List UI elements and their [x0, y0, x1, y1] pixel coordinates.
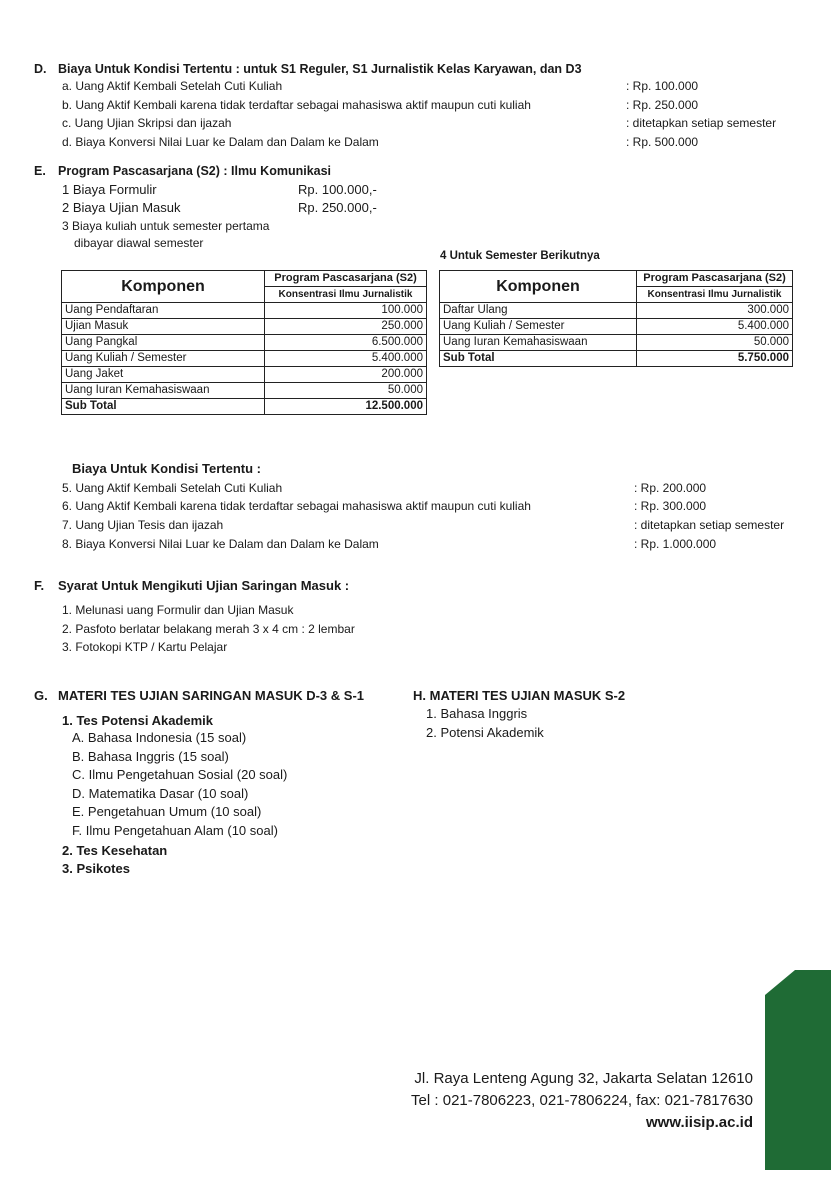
kondisi-title: Biaya Untuk Kondisi Tertentu :: [72, 461, 261, 476]
list-item: 3 Biaya kuliah untuk semester pertama: [62, 219, 270, 233]
table-row: [62, 335, 427, 351]
table-row: [440, 335, 793, 351]
table-cell: 5.400.000: [265, 351, 427, 367]
table-cell: Sub Total: [440, 351, 637, 367]
section-h-title: H. MATERI TES UJIAN MASUK S-2: [413, 688, 626, 703]
list-item: B. Bahasa Inggris (15 soal): [72, 749, 229, 764]
table-header: Konsentrasi Ilmu Jurnalistik: [265, 287, 427, 303]
section-e-title: Program Pascasarjana (S2) : Ilmu Komunikasi: [58, 164, 332, 178]
table-cell: Uang Kuliah / Semester: [440, 319, 637, 335]
table-cell: Uang Kuliah / Semester: [62, 351, 265, 367]
table-cell: 300.000: [637, 303, 793, 319]
section-f-letter: F.: [34, 578, 45, 593]
list-item: C. Ilmu Pengetahuan Sosial (20 soal): [72, 767, 288, 782]
section-f-title: Syarat Untuk Mengikuti Ujian Saringan Masuk :: [58, 578, 350, 593]
table-cell: Ujian Masuk: [62, 319, 265, 335]
list-item-value: : Rp. 200.000: [634, 481, 707, 495]
table-cell: Sub Total: [62, 399, 265, 415]
table-row: [62, 351, 427, 367]
table-row: [62, 303, 427, 319]
table-header: Komponen: [440, 271, 637, 303]
list-item: d. Biaya Konversi Nilai Luar ke Dalam dan Dalam ke Dalam: [62, 135, 379, 149]
table-cell: 12.500.000: [265, 399, 427, 415]
footer-address: Jl. Raya Lenteng Agung 32, Jakarta Selatan 12610: [414, 1070, 753, 1087]
test-group-title: 3. Psikotes: [62, 861, 130, 876]
table-cell: Uang Iuran Kemahasiswaan: [440, 335, 637, 351]
test-group-title: 1. Tes Potensi Akademik: [62, 713, 214, 728]
list-item: 1. Melunasi uang Formulir dan Ujian Masuk: [62, 603, 294, 617]
table-cell: 200.000: [265, 367, 427, 383]
table-cell: 50.000: [637, 335, 793, 351]
list-item-value: : ditetapkan setiap semester: [634, 518, 785, 532]
table-cell: 250.000: [265, 319, 427, 335]
footer: [411, 1068, 753, 1134]
table-row: [440, 303, 793, 319]
list-item: A. Bahasa Indonesia (15 soal): [72, 730, 247, 745]
footer-website[interactable]: www.iisip.ac.id: [646, 1114, 753, 1131]
section-g-letter: G.: [34, 688, 48, 703]
list-item-value: : Rp. 250.000: [626, 98, 699, 112]
list-item: 6. Uang Aktif Kembali karena tidak terdaftar sebagai mahasiswa aktif maupun cuti kuliah: [62, 499, 531, 513]
table-cell: 50.000: [265, 383, 427, 399]
table-row-subtotal: [440, 351, 793, 367]
list-item-value: : Rp. 300.000: [634, 499, 707, 513]
table-row: [62, 319, 427, 335]
test-group-title: 2. Tes Kesehatan: [62, 843, 168, 858]
section-d-title: Biaya Untuk Kondisi Tertentu : untuk S1 Reguler, S1 Jurnalistik Kelas Karyawan, dan D3: [58, 62, 582, 76]
footer-phone: Tel : 021-7806223, 021-7806224, fax: 021-7817630: [411, 1092, 753, 1109]
list-item: 1. Bahasa Inggris: [426, 706, 528, 721]
table-cell: 6.500.000: [265, 335, 427, 351]
section-d-letter: D.: [34, 62, 47, 76]
list-item-value: Rp. 100.000,-: [298, 182, 377, 197]
table-cell: Daftar Ulang: [440, 303, 637, 319]
table-row: [440, 319, 793, 335]
list-item: 8. Biaya Konversi Nilai Luar ke Dalam dan Dalam ke Dalam: [62, 537, 379, 551]
table-cell: Uang Pangkal: [62, 335, 265, 351]
table-header: Program Pascasarjana (S2): [637, 271, 793, 287]
list-item: 2. Potensi Akademik: [426, 725, 544, 740]
list-item: D. Matematika Dasar (10 soal): [72, 786, 249, 801]
table-cell: Uang Iuran Kemahasiswaan: [62, 383, 265, 399]
section-g-title: MATERI TES UJIAN SARINGAN MASUK D-3 & S-1: [58, 688, 365, 703]
table-header: Program Pascasarjana (S2): [265, 271, 427, 287]
table-row: [62, 383, 427, 399]
list-item-value: : Rp. 100.000: [626, 79, 699, 93]
table-row: [62, 367, 427, 383]
table-cell: 100.000: [265, 303, 427, 319]
list-item: F. Ilmu Pengetahuan Alam (10 soal): [72, 823, 278, 838]
table-cell: Uang Pendaftaran: [62, 303, 265, 319]
list-item: 2. Pasfoto berlatar belakang merah 3 x 4 cm : 2 lembar: [62, 622, 355, 636]
table-header: Komponen: [62, 271, 265, 303]
list-item-value: : Rp. 1.000.000: [634, 537, 717, 551]
list-item-value: : ditetapkan setiap semester: [626, 116, 777, 130]
table-header: Konsentrasi Ilmu Jurnalistik: [637, 287, 793, 303]
list-item-value: : Rp. 500.000: [626, 135, 699, 149]
fee-table-first-semester: [61, 270, 427, 415]
list-item: a. Uang Aktif Kembali Setelah Cuti Kuliah: [62, 79, 283, 93]
list-item: E. Pengetahuan Umum (10 soal): [72, 804, 262, 819]
fee-table-next-semester: [439, 270, 793, 367]
table-cell: Uang Jaket: [62, 367, 265, 383]
table-cell: 5.750.000: [637, 351, 793, 367]
table-row-subtotal: [62, 399, 427, 415]
list-item: dibayar diawal semester: [74, 236, 204, 250]
list-item: b. Uang Aktif Kembali karena tidak terdaftar sebagai mahasiswa aktif maupun cuti kuliah: [62, 98, 531, 112]
semester-next-title: 4 Untuk Semester Berikutnya: [440, 250, 600, 262]
list-item: 3. Fotokopi KTP / Kartu Pelajar: [62, 640, 228, 654]
list-item: 5. Uang Aktif Kembali Setelah Cuti Kuliah: [62, 481, 283, 495]
list-item: 1 Biaya Formulir: [62, 182, 157, 197]
green-tab-decoration: [765, 970, 831, 1170]
list-item: 7. Uang Ujian Tesis dan ijazah: [62, 518, 224, 532]
table-cell: 5.400.000: [637, 319, 793, 335]
list-item-value: Rp. 250.000,-: [298, 200, 377, 215]
list-item: 2 Biaya Ujian Masuk: [62, 200, 181, 215]
list-item: c. Uang Ujian Skripsi dan ijazah: [62, 116, 232, 130]
section-e-letter: E.: [34, 164, 46, 178]
